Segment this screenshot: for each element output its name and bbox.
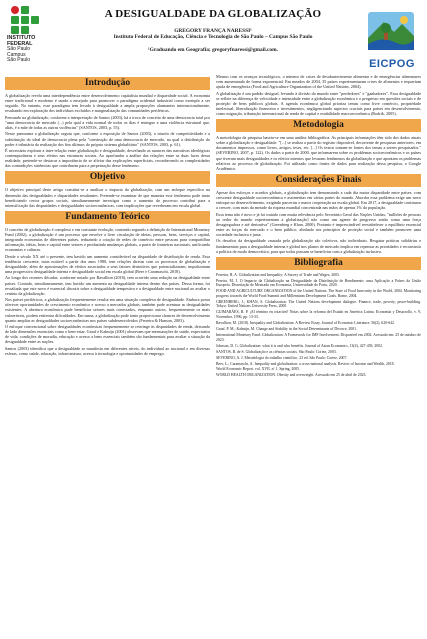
introduction-paragraph: É necessário explorar a inter-relação entre globalização e desigualdade, desvelando as nuances das narrativas ideológicas contemporâneas e seus efeitos nas estruturas sociais. Ao aprofundar a análise das relações entre as duas faces dessa realidade, pretende-se destacar a importância de se aliviar das explicações superficiais, reconhecendo as complexidades das contradições sistêmicas que contribuem para a perpetuação desse fenômeno. (5, 148, 210, 169)
reference-item: GUIMARÃES, R. P. ¿El término en rotación? Notas sobre la reforma del Estado en América Latina. Economía y Desarrollo, v. 9, November, 1996, pp. 13-33. (216, 310, 421, 320)
poster-header (3, 2, 424, 72)
conclusions-paragraph: Os desafios da desigualdade causada pela globalização são coletivos, não individuais. Resgatar práticas solidárias e fundamentais para a desigualdade interna e global nos planos de mercado implica em repensar as prioridades e reconstruir a política de modo democrático, para que todos possam se beneficiar com a globalização inclusiva. (216, 238, 421, 254)
ifsp-logo-line-3: São Paulo (7, 46, 31, 53)
introduction-heading: Introdução (5, 77, 210, 90)
poster-institution: Instituto Federal de Educação, Ciência e Tecnologia de São Paulo – Campus São Paulo (113, 34, 313, 41)
continuation-paragraph: A globalização é um padrão desigual, levando à divisão do mundo entre "perdedores" e "ganhadores". Essa desigualdade se reflete na diferença de velocidade e intensidade entre a globalização econômica e o progresso em questões sociais e de proteção de bens públicos globais. A agenda econômica global prioriza temas como livre comércio, propriedade intelectual, liberalização financeira e investimentos, negligenciando aspectos cruciais para países em desenvolvimento, como migração, tributação internacional de renda de capital e estabilidade macroeconômica (Rodrik, 2005). (216, 90, 421, 117)
theory-paragraph: Desde o século XX até o presente, tem havido um aumento considerável na disparidade de distribuição de renda. Essa tendência crescente, mais notável a partir dos anos 1980, tem relações diretas com os processos de globalização e desigualdade, além de aproximações de efeitos associados a seus fatores distintivos que potencializaram, impulsionam uma progressiva desigualdade interna e desigualdade social em escala global (Beer e Caramaschi, 2018). (5, 253, 210, 274)
poster-title: A DESIGUALDADE DA GLOBALIZAÇÃO (104, 8, 322, 20)
ifsp-logo-line-4: Campus (7, 51, 26, 58)
left-column (5, 74, 210, 357)
continuation-paragraph: Mesmo com os avanços tecnológicos, o número de crises de desabastecimento alimentar e de emergências alimentares vem aumentando de forma exponencial. Em meados de 2004, 35 países experimentaram crises de alimentos e requeriam ajuda de emergência (Food and Agriculture Organization of the United Nations, 2004). (216, 74, 421, 90)
conclusions-heading: Considerações Finais (216, 174, 421, 187)
title-block (63, 8, 363, 53)
theory-paragraph: Nos países periféricos, a globalização frequentemente resulta em uma situação complexa de desigualdade. Embora possa oferecer oportunidades de crescimento econômico e acesso a mercados globais, também pode acentuar as desigualdades existentes. A abertura econômica pode beneficiar setores mais conectados, enquanto outros, frequentemente os mais vulneráveis, podem enfrentar dificuldades. Em suma, a globalização pode tanto proporcionar chances de desenvolvimento quanto ampliar as desigualdades socioeconômicas nos países subdesenvolvidos (Ferreira & Hanson, 2003). (5, 297, 210, 323)
theory-paragraph: O conceito de globalização é complexo e em constante evolução, contendo segundo a definição de International Monetary Fund (2002), a globalização é um processo que envolve a livre circulação de ideias, pessoas, bens, serviços e capital, integrando economias de diferentes países, reduzindo a criação de redes de comércio entre pessoas para compartilhar informação, ideias, bens e capital entre setores e produzindo mudanças globais, a partir de fronteiras nacionais, unificando economias e culturas. (5, 226, 210, 253)
ifsp-logo (7, 6, 47, 70)
introduction-paragraph: Nesse panorama a globalização seguiu que, conforme a exposição de Santos (2003), o triunfo de competitividade e a substituição do ideal de democracia plena pela "construção de uma democracia de mercado, na qual a distribuição do poder é tributária da realização dos fins últimos do próprio sistema globalitário" (SANTOS, 2003, p. 61). (5, 131, 210, 147)
reference-item: World Economic Report. vol. XVII, nº 1. Spring, 2005. (216, 367, 300, 372)
conclusions-paragraph: Essa tema não é novo e já foi tratado com muita relevância pelo Secretário Geral das Nações Unidas, "milhões de pessoas ao redor do mundo experimentam a globalização] não como um agente de progresso senão como uma força desagregadora e até destrutiva" (Greenberg e Khan, 2000). Portanto é imprescindível reestabelecer o equilíbrio essencial entre as forças do mercado e o bem público, alinhado aos princípios de proteção social e também promover uma sociedade inclusiva e justa. (216, 211, 421, 237)
reference-item: Beer, L.; Caramaschi, A. Inequality and globalization: a cross-national analysis. Review of Income and Wealth, 2018. (216, 361, 395, 366)
ifsp-logo-line-1: INSTITUTO (7, 35, 36, 41)
eicpog-logo-mark (364, 8, 420, 56)
right-column (216, 74, 421, 379)
theory-paragraph: O enfoque convencional sobre desigualdades econômicas frequentemente se restringe às disparidades de renda, deixando de lado dimensões essenciais como o bem-estar. Graaf e Kalmijn (2001) observam que mensurações de saúde, expectativa de vida, condições de moradia, educação e acesso a bens essenciais também são fundamentais para avaliar a situação da desigualdade entre as nações. (5, 324, 210, 345)
reference-item: GREENBERG, J.; KHAN, S. Globalization: The United Nations development dialogue. Finance, trade, poverty, peace-building. Tokyo: United Nations University Press, 2000. (216, 299, 421, 309)
objective-heading: Objetivo (5, 171, 210, 184)
author-footnote: ¹Graduando em Geografia; gregoryfnaressi@gmail.com. (148, 46, 278, 53)
ifsp-logo-line-2: FEDERAL (7, 40, 33, 47)
reference-item: Ferreira, R. A. Globalization and Inequality: A Survey of Trade and Wages, 2003. (216, 272, 340, 277)
ifsp-logo-text (7, 36, 53, 64)
reference-item: SEVERINO, A. J. Metodologia do trabalho científico. 23 ed. São Paulo: Cortez, 2007. (216, 355, 348, 360)
reference-item: FOOD AND AGRICULTURE ORGANIZATION of the United Nations. The State of Food Insecurity in the World, 2004. Monitoring progress towards the World Food Summit and Millennium Development Goals. Rome, 2004. (216, 289, 421, 298)
introduction-paragraph: Pensando na globalização, conforme a interpretação de Santos (2003), há a troca de conceito de uma democracia total por "uma democracia de mercado (...) pela qual a vida normal de todos os dias é entregue a uma violência estrutural que, aliás, é a mãe de todas as outras violências" (SANTOS, 2003, p. 55). (5, 114, 210, 130)
reference-list (216, 273, 421, 378)
methodology-heading: Metodologia (216, 119, 421, 132)
methodology-paragraph: A metodologia da pesquisa baseia-se em uma análise bibliográfica. As principais informações têm sido dos dados atuais sobre a globalização e desigualdade. "[...] se realiza a partir do registro disponível, decorrente de pesquisas anteriores, em documentos impressos, como livros, artigos, teses, etc. [...] Os textos tornam-se fontes dos temas a serem pesquisados." (SEVERINO, 2007, p. 122). Os dados a partir de 2000, que informarem sobre os problemas socioeconômicos e os países que tiveram mais desigualdades e os efeitos internos que levaram fenômenos da globalização e que apontam os problemas relativos ao processo de globalização. Foi utilizado como fontes de dados para realização dessa pesquisa, o Google Acadêmico. (216, 135, 421, 171)
conclusions-paragraph: Apesar dos esforços e acordos globais, a globalização tem demonstrado a cada dia maior disparidade entre países, com crescente desigualdade socioeconômica e assimetrias em várias partes do mundo. Abordar essa problema exige um novo enfoque no desenvolvimento, exigindo parcerias e maior cooperação na escala global. Em 2017, a desigualdade continuou a crescer, com mais da metade da riqueza mundial concentrada nas mãos de apenas 1% da população. (216, 189, 421, 211)
bibliography-heading: Bibliografia (216, 257, 421, 270)
poster-authors: GREGORY FRANÇA NARESSI¹ (174, 28, 252, 34)
theory-paragraph: Ao longo dos recentes décadas, conforme notado por Ravallion (2018), tem ocorrido uma redução na desigualdade entre países. Contudo, simultaneamente, tem havido um aumento na desigualdade interna dentro dos países. Dessa forma, foi ressaltada que este novo é essencial discutir sobre a desigualdade tempestiva e a desigualdade entre nacional ao avaliar o cenário da globalização. (5, 275, 210, 296)
reference-item: Ravallion, M. (2018). Inequality and Globalization: A Review Essay. Journal of Economic Literature, 56(2), 620-642. (216, 321, 395, 325)
ifsp-logo-mark (11, 6, 41, 36)
theory-heading: Fundamento Teórico (5, 211, 210, 224)
eicpog-logo-text: EICPOG (369, 58, 415, 70)
reference-item: SANTOS, B. de S. Globalização e as ciências sociais. São Paulo: Cortez, 2003. (216, 349, 337, 354)
reference-item: Johnson, D. G. Globalization: what it is and who benefits. Journal of Asian Economics, 13(4), 427-439, 2002. (216, 343, 383, 348)
reference-item: Pereira, M. J. O Impacto da Globalização na Desigualdade da Distribuição de Rendimento: uma Aplicação a Países da União Europeia. Dissertação de Mestrado em Economia, Universidade do Porto, 2020. (216, 278, 421, 288)
reference-item: International Monetary Fund. Globalization: A Framework for IMF Involvement. Disponível em 2002. Acessado em: 25 de outubro de 2023. (216, 332, 421, 342)
reference-item: WORLD HEALTH ORGANIZATION. Obesity and overweight. Acessado em 25 de abril de 2023. (216, 373, 367, 378)
eicpog-logo (364, 8, 420, 70)
ifsp-logo-line-5: São Paulo (7, 57, 31, 64)
theory-paragraph: Santos (2003) identifica que a desigualdade se manifesta em diferentes níveis, do individual ao nacional e em diversas esferas, como saúde, educação, infraestrutura, acesso à tecnologia e oportunidades de emprego. (5, 345, 210, 356)
objective-paragraph: O objetivo principal deste artigo constitui-se a analisar o impacto da globalização, com um enfoque específico na dimensão das desigualdades e disparidades resultantes. Pretende-se examinar de que maneira esse fenômeno pode tanto beneficiando certos grupos sociais, simultaneamente investigar como o aumento do processo contribui para a intensificação das disparidades e desigualdades socioeconômicas, com implicações que reverberam em escala global. (5, 187, 210, 208)
introduction-paragraph: A globalização revela uma interdependência entre desenvolvimento capitalista mundial e disparidade social. A economia entre tradicional e moderno é usada a ensejado para promover o paradigma ocidental industrial como exemplo a ser seguido. No entanto, esse paradigma tem levado à desigualdade a ampla proporções alarmantes internacionalmente, resultando em exploração dos indivíduos excluídos e marginalização das comunidades periféricas. (5, 93, 210, 114)
reference-item: Graaf, P. M.; Kalmijn, M. Change and Stability in the Social Determinants of Divorce, 2001. (216, 326, 357, 331)
